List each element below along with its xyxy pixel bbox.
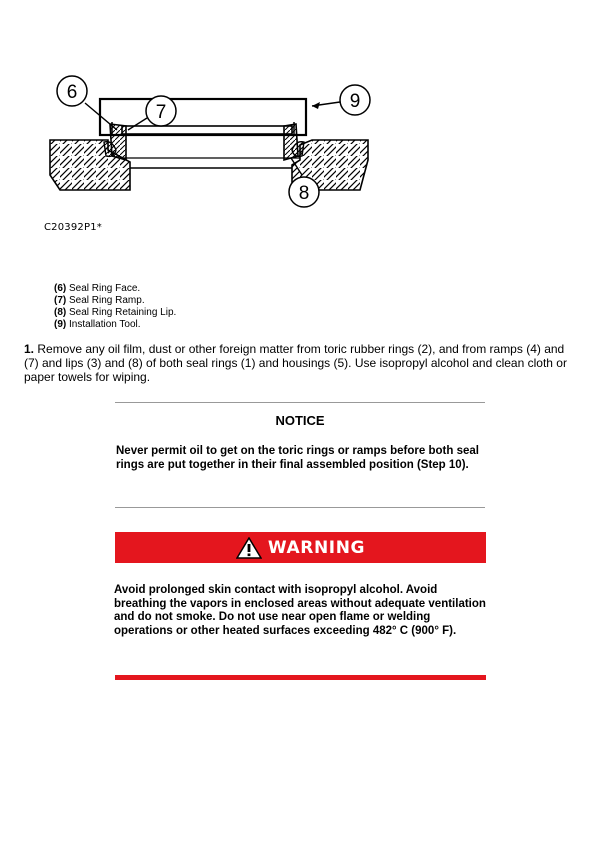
- warning-label: WARNING: [267, 537, 366, 558]
- step-text: Remove any oil film, dust or other foreign matter from toric rubber rings (2), and from ramps (4) and (7) and lips (3) and (8) of both seal rings (1) and housings (5). Use isopropyl alcohol and clean cloth or paper towels for wiping.: [24, 342, 567, 384]
- legend-number: (9): [54, 319, 67, 330]
- callout-9-label: 9: [349, 91, 361, 112]
- figure-code: C20392P1*: [44, 222, 102, 233]
- legend-text: Installation Tool.: [66, 319, 141, 330]
- warning-banner: [115, 532, 486, 563]
- legend-number: (8): [54, 307, 67, 318]
- legend-item: [54, 319, 176, 331]
- notice-top-rule: [115, 402, 485, 403]
- legend-number: (7): [54, 295, 67, 306]
- notice-title: NOTICE: [275, 413, 325, 428]
- legend-text: Seal Ring Face.: [66, 283, 141, 294]
- legend-item: [54, 307, 176, 319]
- seal-ring-diagram: [0, 0, 600, 240]
- notice-body: Never permit oil to get on the toric rings or ramps before both seal rings are put together in their final assembled position (Step 10).: [116, 445, 479, 471]
- step-1: [24, 342, 580, 384]
- legend-text: Seal Ring Ramp.: [66, 295, 145, 306]
- callout-6-label: 6: [66, 82, 78, 103]
- callout-6: [57, 76, 87, 106]
- seal-ring: [104, 124, 304, 160]
- legend-number: (6): [54, 283, 67, 294]
- legend-item: [54, 295, 176, 307]
- callout-8-label: 8: [298, 183, 310, 204]
- warning-body: Avoid prolonged skin contact with isopropyl alcohol. Avoid breathing the vapors in enclosed areas without adequate ventilation and do not smoke. Do not use near open flame or welding operations or other heated surfaces exceeding 482° C (900° F).: [114, 584, 486, 637]
- figure-legend: [54, 283, 176, 331]
- callout-7-label: 7: [155, 102, 167, 123]
- callout-8: [289, 177, 319, 207]
- step-number: 1.: [24, 342, 35, 356]
- notice-bottom-rule: [115, 507, 485, 508]
- warning-triangle-icon: [236, 537, 262, 559]
- callout-9: [340, 85, 370, 115]
- warning-bottom-rule: [115, 675, 486, 680]
- legend-item: [54, 283, 176, 295]
- callout-7: [146, 96, 176, 126]
- legend-text: Seal Ring Retaining Lip.: [66, 307, 177, 318]
